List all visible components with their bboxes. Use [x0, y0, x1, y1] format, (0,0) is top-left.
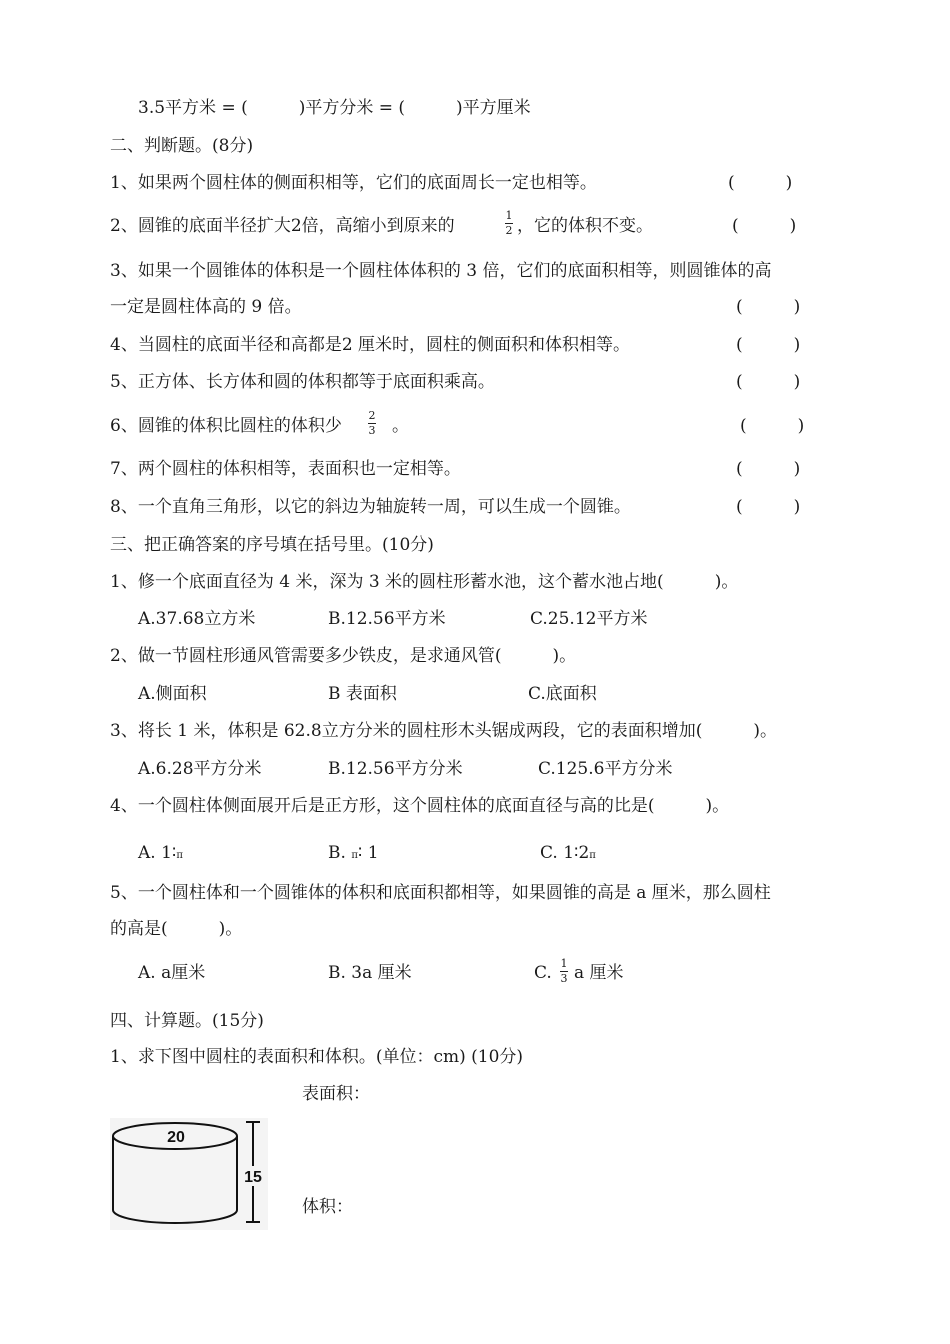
volume-label: 体积： [302, 1197, 353, 1217]
answer-bracket[interactable]: ( ) [736, 335, 801, 355]
answer-bracket[interactable]: ( ) [728, 173, 793, 193]
section3-heading: 三、把正确答案的序号填在括号里。(10分) [110, 535, 434, 555]
choice-q1-option-c[interactable]: C.25.12平方米 [530, 609, 648, 629]
choice-q3: 3、将长 1 米，体积是 62.8立方分米的圆柱形木头锯成两段，它的表面积增加( )。 [110, 721, 777, 741]
calc-q1: 1、求下图中圆柱的表面积和体积。(单位：cm) (10分) [110, 1047, 524, 1067]
choice-q2: 2、做一节圆柱形通风管需要多少铁皮，是求通风管( )。 [110, 646, 577, 666]
choice-q5-option-c-label[interactable]: C. [534, 963, 552, 983]
choice-q5-option-c-text: a 厘米 [574, 963, 624, 983]
judge-item-6-a: 6、圆锥的体积比圆柱的体积少 [110, 416, 342, 436]
answer-bracket[interactable]: ( ) [740, 416, 805, 436]
diameter-label: 20 [167, 1129, 185, 1146]
choice-q1: 1、修一个底面直径为 4 米，深为 3 米的圆柱形蓄水池，这个蓄水池占地( )。 [110, 572, 739, 592]
section2-heading: 二、判断题。(8分) [110, 136, 254, 156]
choice-q2-option-c[interactable]: C.底面积 [528, 684, 597, 704]
judge-item-2-a: 2、圆锥的底面半径扩大2倍，高缩小到原来的 [110, 216, 455, 236]
choice-q5-line2: 的高是( )。 [110, 919, 243, 939]
choice-q1-option-a[interactable]: A.37.68立方米 [138, 609, 256, 629]
choice-q1-option-b[interactable]: B.12.56平方米 [328, 609, 446, 629]
choice-q2-option-b[interactable]: B 表面积 [328, 684, 397, 704]
judge-item-5: 5、正方体、长方体和圆的体积都等于底面积乘高。 [110, 372, 495, 392]
choice-q4-option-b[interactable]: B. π∶ 1 [328, 843, 379, 863]
answer-bracket[interactable]: ( ) [736, 497, 801, 517]
judge-item-4: 4、当圆柱的底面半径和高都是2 厘米时，圆柱的侧面积和体积相等。 [110, 335, 631, 355]
judge-item-1: 1、如果两个圆柱体的侧面积相等，它们的底面周长一定也相等。 [110, 173, 597, 193]
judge-item-7: 7、两个圆柱的体积相等，表面积也一定相等。 [110, 459, 461, 479]
choice-q2-option-a[interactable]: A.侧面积 [138, 684, 207, 704]
surface-area-label: 表面积： [302, 1084, 370, 1104]
choice-q4: 4、一个圆柱体侧面展开后是正方形，这个圆柱体的底面直径与高的比是( )。 [110, 796, 730, 816]
fraction-one-third: 1 3 [560, 957, 568, 985]
choice-q4-option-a[interactable]: A. 1∶π [138, 843, 183, 863]
answer-bracket[interactable]: ( ) [736, 459, 801, 479]
judge-item-3-line2: 一定是圆柱体高的 9 倍。 [110, 297, 302, 317]
pi-symbol: π [176, 850, 183, 861]
judge-item-6-b: 。 [392, 416, 409, 436]
answer-bracket[interactable]: ( ) [736, 372, 801, 392]
unit-conversion-line: 3.5平方米 = ( )平方分米 = ( )平方厘米 [138, 98, 531, 118]
pi-symbol: π [589, 850, 596, 861]
judge-item-2-b: ，它的体积不变。 [517, 216, 653, 236]
pi-symbol: π [351, 850, 358, 861]
section4-heading: 四、计算题。(15分) [110, 1011, 264, 1031]
choice-q5-option-b[interactable]: B. 3a 厘米 [328, 963, 412, 983]
choice-q5-option-a[interactable]: A. a厘米 [138, 963, 206, 983]
choice-q4-option-c[interactable]: C. 1∶2π [540, 843, 596, 863]
answer-bracket[interactable]: ( ) [732, 216, 797, 236]
height-label: 15 [244, 1169, 262, 1186]
cylinder-figure [110, 1118, 268, 1230]
choice-q3-option-b[interactable]: B.12.56平方分米 [328, 759, 463, 779]
fraction-two-thirds: 2 3 [368, 409, 376, 437]
answer-bracket[interactable]: ( ) [736, 297, 801, 317]
choice-q3-option-c[interactable]: C.125.6平方分米 [538, 759, 673, 779]
choice-q3-option-a[interactable]: A.6.28平方分米 [138, 759, 262, 779]
judge-item-3: 3、如果一个圆锥体的体积是一个圆柱体体积的 3 倍，它们的底面积相等，则圆锥体的高 [110, 261, 772, 281]
fraction-one-half: 1 2 [505, 209, 513, 237]
choice-q5: 5、一个圆柱体和一个圆锥体的体积和底面积都相等，如果圆锥的高是 a 厘米，那么圆柱 [110, 883, 771, 903]
judge-item-8: 8、一个直角三角形，以它的斜边为轴旋转一周，可以生成一个圆锥。 [110, 497, 631, 517]
